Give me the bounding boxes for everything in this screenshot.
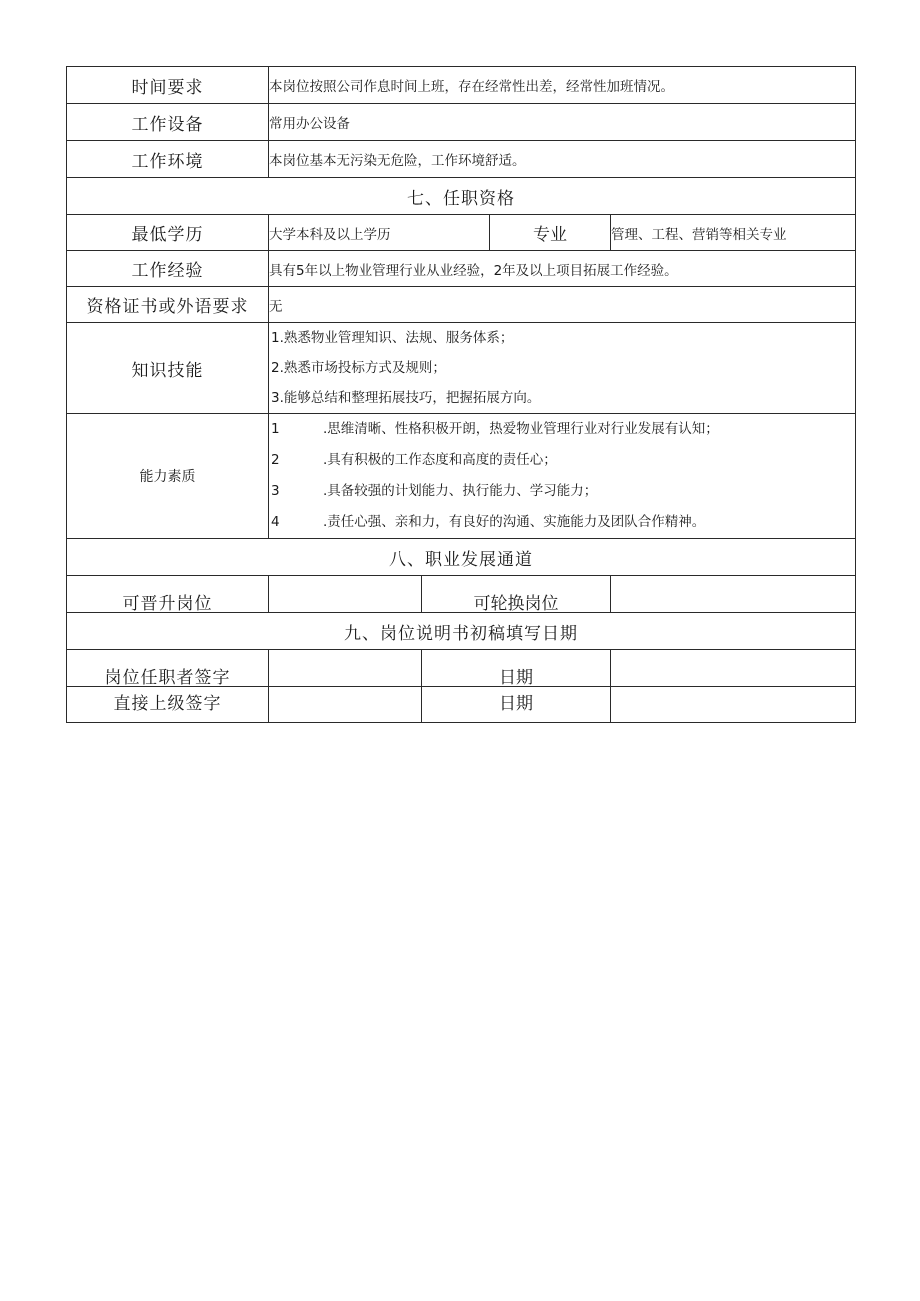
environment-value: 本岗位基本无污染无危险，工作环境舒适。 — [269, 141, 856, 178]
equipment-row — [67, 104, 856, 141]
knowledge-item: 2.熟悉市场投标方式及规则； — [271, 360, 446, 376]
education-value: 大学本科及以上学历 — [269, 215, 490, 251]
supervisor-signature-row — [67, 687, 856, 723]
promote-label: 可晋升岗位 — [122, 593, 213, 613]
section-7-row — [67, 178, 856, 215]
time-requirement-label: 时间要求 — [67, 67, 269, 104]
holder-date-label: 日期 — [499, 667, 533, 687]
education-row — [67, 215, 856, 251]
major-label: 专业 — [490, 215, 611, 251]
knowledge-item: 3.能够总结和整理拓展技巧，把握拓展方向。 — [271, 390, 541, 406]
knowledge-label: 知识技能 — [67, 323, 269, 414]
holder-signature-row — [67, 650, 856, 687]
ability-item — [269, 476, 855, 507]
ability-item — [269, 507, 855, 538]
education-label: 最低学历 — [67, 215, 269, 251]
equipment-label: 工作设备 — [67, 104, 269, 141]
ability-item-number: 2 — [271, 452, 280, 468]
ability-item-text: .具备较强的计划能力、执行能力、学习能力； — [323, 483, 598, 499]
ability-item-number: 4 — [271, 514, 280, 530]
experience-label: 工作经验 — [67, 251, 269, 287]
supervisor-signature-label: 直接上级签字 — [113, 694, 222, 714]
knowledge-row — [67, 323, 856, 414]
rotate-label: 可轮换岗位 — [473, 593, 559, 613]
supervisor-date-field[interactable] — [611, 687, 856, 723]
holder-signature-field[interactable] — [269, 650, 422, 687]
certificate-value: 无 — [269, 287, 856, 323]
certificate-row — [67, 287, 856, 323]
experience-row — [67, 251, 856, 287]
ability-item-number: 1 — [271, 421, 280, 437]
section-8-row — [67, 539, 856, 576]
section-9-title: 九、岗位说明书初稿填写日期 — [67, 613, 856, 650]
ability-item-text: .责任心强、亲和力，有良好的沟通、实施能力及团队合作精神。 — [323, 514, 706, 530]
ability-item-text: .思维清晰、性格积极开朗，热爱物业管理行业对行业发展有认知； — [323, 421, 719, 437]
career-row — [67, 576, 856, 613]
promote-value[interactable] — [269, 576, 422, 613]
ability-label: 能力素质 — [67, 414, 269, 539]
section-9-row — [67, 613, 856, 650]
time-requirement-row — [67, 67, 856, 104]
rotate-value[interactable] — [611, 576, 856, 613]
environment-label: 工作环境 — [67, 141, 269, 178]
ability-row — [67, 414, 856, 539]
ability-item-text: .具有积极的工作态度和高度的责任心； — [323, 452, 557, 468]
knowledge-item: 1.熟悉物业管理知识、法规、服务体系； — [271, 330, 514, 346]
experience-value: 具有5年以上物业管理行业从业经验，2年及以上项目拓展工作经验。 — [269, 251, 856, 287]
ability-list — [269, 414, 856, 539]
equipment-value: 常用办公设备 — [269, 104, 856, 141]
section-7-title: 七、任职资格 — [67, 178, 856, 215]
time-requirement-value: 本岗位按照公司作息时间上班，存在经常性出差，经常性加班情况。 — [269, 67, 856, 104]
major-value: 管理、工程、营销等相关专业 — [611, 215, 856, 251]
ability-item-number: 3 — [271, 483, 280, 499]
ability-item — [269, 445, 855, 476]
section-8-title: 八、职业发展通道 — [67, 539, 856, 576]
ability-item — [269, 414, 855, 445]
certificate-label: 资格证书或外语要求 — [67, 287, 269, 323]
knowledge-list — [269, 323, 856, 414]
environment-row — [67, 141, 856, 178]
holder-signature-label: 岗位任职者签字 — [104, 667, 231, 687]
job-description-table — [66, 66, 856, 723]
holder-date-field[interactable] — [611, 650, 856, 687]
supervisor-date-label: 日期 — [499, 694, 533, 714]
supervisor-signature-field[interactable] — [269, 687, 422, 723]
